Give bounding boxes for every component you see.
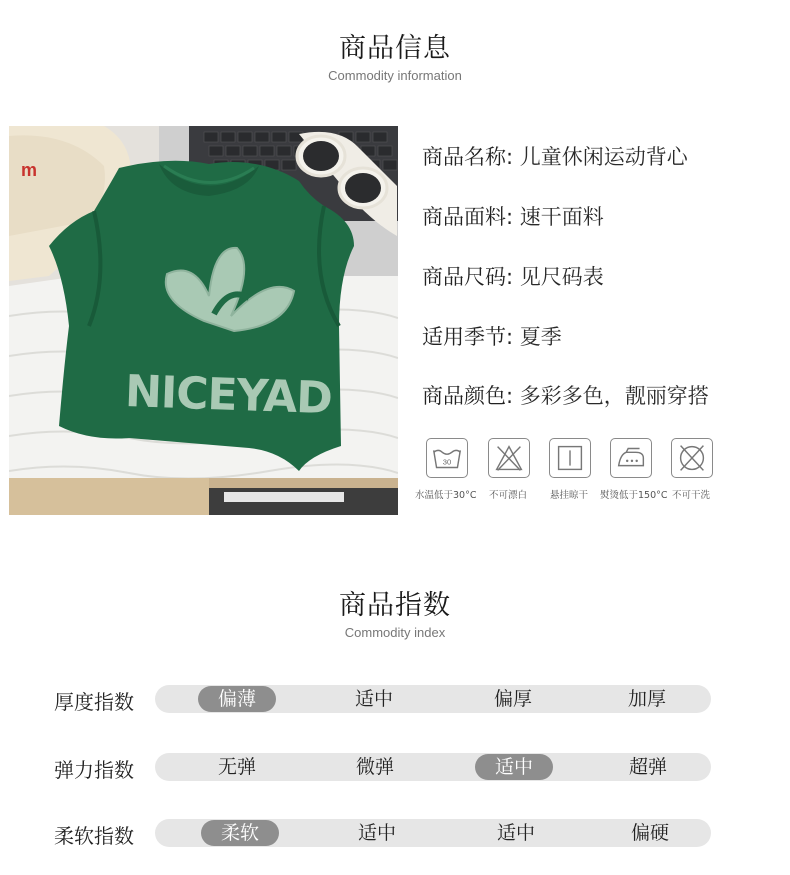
index-option: 无弹 xyxy=(217,756,256,778)
info-row-color xyxy=(422,380,709,410)
svg-text:30: 30 xyxy=(442,457,452,467)
index-option: 偏硬 xyxy=(630,822,669,844)
info-label: 商品面料: xyxy=(422,205,514,229)
index-section-subtitle: Commodity index xyxy=(344,625,446,640)
info-label: 适用季节: xyxy=(422,325,514,349)
info-label: 商品颜色: xyxy=(422,384,514,408)
info-value: 速干面料 xyxy=(519,205,604,229)
index-option: 加厚 xyxy=(627,688,666,710)
info-value: 儿童休闲运动背心 xyxy=(519,145,688,169)
softness-index-label: 柔软指数 xyxy=(54,824,134,848)
softness-index-bar xyxy=(155,819,711,847)
iron-150-icon xyxy=(610,438,652,478)
care-label: 不可干洗 xyxy=(672,490,711,501)
product-photo xyxy=(9,126,398,515)
wash-30-icon xyxy=(426,438,468,478)
info-section-title: 商品信息 xyxy=(339,33,451,64)
thickness-index-label: 厚度指数 xyxy=(54,690,134,714)
index-option: 适中 xyxy=(496,822,535,844)
elasticity-index-label: 弹力指数 xyxy=(54,758,134,782)
elasticity-index-bar xyxy=(155,753,711,781)
thickness-index-bar xyxy=(155,685,711,713)
info-section-subtitle: Commodity information xyxy=(328,68,462,83)
index-option: 偏厚 xyxy=(493,688,532,710)
care-label: 不可漂白 xyxy=(489,490,528,501)
index-option: 适中 xyxy=(354,688,393,710)
index-option: 适中 xyxy=(494,756,533,778)
hang-dry-icon xyxy=(549,438,591,478)
info-label: 商品名称: xyxy=(422,145,514,169)
info-row-size xyxy=(422,261,604,291)
care-label: 熨烫低于150°C xyxy=(600,490,668,501)
index-section-title: 商品指数 xyxy=(339,590,451,621)
info-value: 多彩多色，靓丽穿搭 xyxy=(519,384,709,408)
info-row-fabric xyxy=(422,201,604,231)
care-label: 悬挂晾干 xyxy=(550,490,589,501)
info-value: 见尺码表 xyxy=(519,265,604,289)
info-value: 夏季 xyxy=(519,325,562,349)
info-row-name xyxy=(422,141,688,171)
print-text: NICEYAD xyxy=(124,366,333,425)
index-option: 适中 xyxy=(357,822,396,844)
info-row-season xyxy=(422,321,562,351)
info-label: 商品尺码: xyxy=(422,265,514,289)
no-bleach-icon xyxy=(488,438,530,478)
index-option: 柔软 xyxy=(220,822,259,844)
svg-text:m: m xyxy=(21,160,38,180)
index-option: 微弹 xyxy=(355,756,394,778)
no-dry-clean-icon xyxy=(671,438,713,478)
index-option: 偏薄 xyxy=(217,688,256,710)
index-option: 超弹 xyxy=(628,756,667,778)
care-label: 水温低于30°C xyxy=(415,490,477,501)
